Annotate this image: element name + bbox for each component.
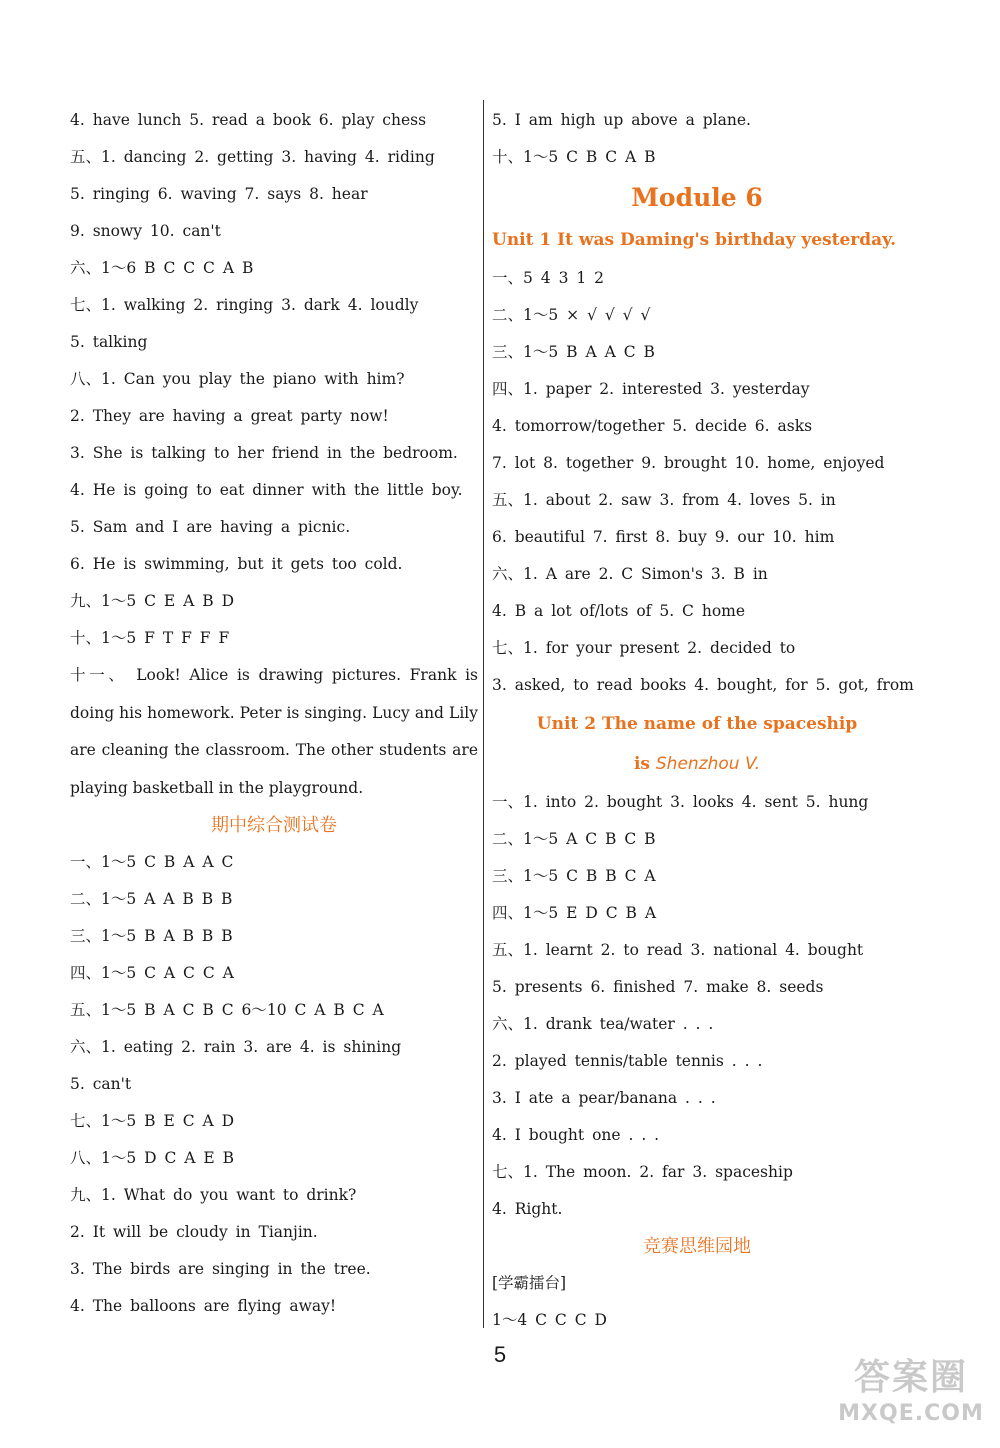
answer-line: 二、1～5 × √ √ √ √ — [492, 306, 651, 324]
answer-line: 五、1. dancing 2. getting 3. having 4. riding — [70, 148, 435, 166]
module-title: Module 6 — [631, 183, 763, 212]
unit-title: Unit 2 The name of the spaceship — [536, 714, 858, 734]
unit-title-continuation — [492, 744, 902, 784]
answer-line: 六、1. eating 2. rain 3. are 4. is shining — [70, 1038, 402, 1056]
answer-line: 五、1. about 2. saw 3. from 4. loves 5. in — [492, 491, 836, 509]
answer-line: 十、1～5 C B C A B — [492, 148, 656, 166]
answer-line: 5. presents 6. finished 7. make 8. seeds — [492, 978, 824, 996]
answer-line: 二、1～5 A A B B B — [70, 890, 233, 908]
answer-line: 4. I bought one . . . — [492, 1126, 660, 1144]
answer-line: 5. Sam and I are having a picnic. — [70, 518, 351, 536]
answer-line: 一、1～5 C B A A C — [70, 853, 234, 871]
answer-line: 四、1～5 C A C C A — [70, 964, 234, 982]
answer-line: 六、1. A are 2. C Simon's 3. B in — [492, 565, 768, 583]
watermark-text: 答案圈 — [853, 1357, 968, 1398]
answer-line: 7. lot 8. together 9. brought 10. home, enjoyed — [492, 454, 885, 472]
answer-line: 1～4 C C C D — [492, 1311, 607, 1329]
answer-line: 4. The balloons are flying away! — [70, 1297, 337, 1315]
section-title: 竞赛思维园地 — [643, 1236, 751, 1257]
spaceship-name: Shenzhou V. — [655, 754, 761, 774]
answer-line: 四、1. paper 2. interested 3. yesterday — [492, 380, 810, 398]
answer-line: 九、1～5 C E A B D — [70, 592, 235, 610]
answer-line: 3. She is talking to her friend in the bedroom. — [70, 444, 458, 462]
answer-line: 4. Right. — [492, 1200, 563, 1218]
answer-line: 一、5 4 3 1 2 — [492, 269, 605, 287]
answer-line: 十、1～5 F T F F F — [70, 629, 230, 647]
answer-line: 七、1. walking 2. ringing 3. dark 4. loudly — [70, 296, 419, 314]
answer-line: 五、1. learnt 2. to read 3. national 4. bought — [492, 941, 864, 959]
answer-line: 四、1～5 E D C B A — [492, 904, 657, 922]
answer-line: 三、1～5 B A B B B — [70, 927, 233, 945]
answer-line: 4. He is going to eat dinner with the little boy. — [70, 481, 463, 499]
answer-line: 三、1～5 B A A C B — [492, 343, 655, 361]
answer-line: 二、1～5 A C B C B — [492, 830, 656, 848]
answer-line: 4. B a lot of/lots of 5. C home — [492, 602, 746, 620]
watermark-logo — [836, 1356, 986, 1436]
answer-paragraph: 十一、 Look! Alice is drawing pictures. Frank is doing his homework. Peter is singing. Lucy and Lily are cleaning the classroom. The other students are playing basketball in the playground. — [70, 666, 478, 797]
answer-line: 6. He is swimming, but it gets too cold. — [70, 555, 403, 573]
answer-line: 3. The birds are singing in the tree. — [70, 1260, 371, 1278]
answer-line: [学霸擂台] — [492, 1274, 567, 1292]
answer-line: 三、1～5 C B B C A — [492, 867, 656, 885]
answer-line: 2. They are having a great party now! — [70, 407, 389, 425]
answer-line: 八、1. Can you play the piano with him? — [70, 370, 405, 388]
unit-title-prefix: is — [633, 754, 656, 774]
answer-line: 5. can't — [70, 1075, 132, 1093]
answer-line: 五、1～5 B A C B C 6～10 C A B C A — [70, 1001, 384, 1019]
answer-line: 七、1～5 B E C A D — [70, 1112, 235, 1130]
answer-line: 9. snowy 10. can't — [70, 222, 221, 240]
answer-line: 七、1. for your present 2. decided to — [492, 639, 796, 657]
answer-line: 六、1～6 B C C C A B — [70, 259, 254, 277]
answer-line: 5. talking — [70, 333, 148, 351]
unit-title: Unit 1 It was Daming's birthday yesterday. — [492, 230, 897, 250]
answer-line: 2. played tennis/table tennis . . . — [492, 1052, 763, 1070]
left-column — [70, 102, 478, 1325]
section-title: 期中综合测试卷 — [211, 815, 337, 836]
answer-line: 4. tomorrow/together 5. decide 6. asks — [492, 417, 813, 435]
column-divider — [483, 100, 484, 1328]
answer-line: 七、1. The moon. 2. far 3. spaceship — [492, 1163, 793, 1181]
answer-line: 5. I am high up above a plane. — [492, 111, 751, 129]
answer-line: 4. have lunch 5. read a book 6. play chess — [70, 111, 427, 129]
page-number: 5 — [493, 1342, 507, 1367]
answer-line: 九、1. What do you want to drink? — [70, 1186, 357, 1204]
answer-line: 3. I ate a pear/banana . . . — [492, 1089, 716, 1107]
answer-line: 3. asked, to read books 4. bought, for 5. got, from — [492, 676, 914, 694]
watermark-url: MXQE.COM — [838, 1401, 984, 1426]
right-column — [492, 102, 914, 1339]
answer-line: 2. It will be cloudy in Tianjin. — [70, 1223, 318, 1241]
answer-line: 六、1. drank tea/water . . . — [492, 1015, 714, 1033]
answer-line: 八、1～5 D C A E B — [70, 1149, 235, 1167]
answer-line: 6. beautiful 7. first 8. buy 9. our 10. him — [492, 528, 835, 546]
answer-line: 一、1. into 2. bought 3. looks 4. sent 5. hung — [492, 793, 869, 811]
answer-line: 5. ringing 6. waving 7. says 8. hear — [70, 185, 368, 203]
